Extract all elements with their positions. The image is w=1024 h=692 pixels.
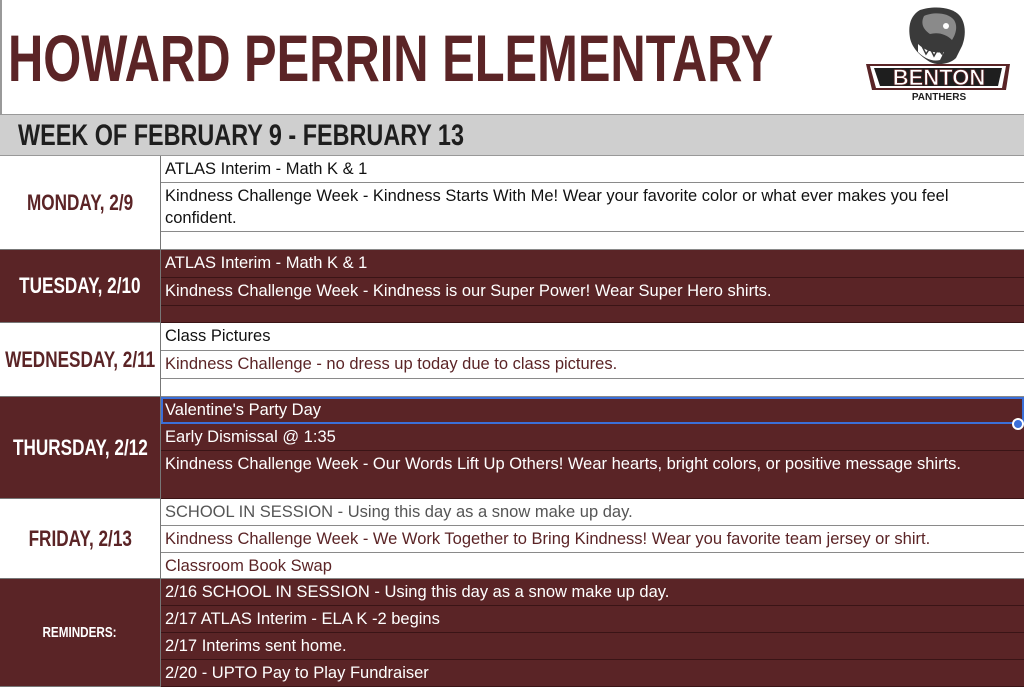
- table-cell[interactable]: 2/16 SCHOOL IN SESSION - Using this day as a snow make up day.: [161, 579, 1024, 606]
- reminders-label-text: REMINDERS:: [42, 624, 118, 641]
- table-cell[interactable]: 2/20 - UPTO Pay to Play Fundraiser: [161, 660, 1024, 687]
- table-cell[interactable]: [161, 379, 1024, 397]
- reminders-label[interactable]: [0, 579, 161, 687]
- table-cell[interactable]: [161, 306, 1024, 323]
- day-wednesday: [0, 323, 1024, 397]
- day-friday: [0, 499, 1024, 579]
- day-label[interactable]: [0, 397, 161, 499]
- table-cell[interactable]: Classroom Book Swap: [161, 553, 1024, 579]
- day-label[interactable]: [0, 323, 161, 397]
- day-label-text: WEDNESDAY, 2/11: [4, 346, 156, 372]
- day-label-text: THURSDAY, 2/12: [12, 434, 148, 460]
- logo-text: BENTON: [892, 65, 986, 90]
- day-label-text: MONDAY, 2/9: [26, 189, 134, 215]
- selected-cell[interactable]: Valentine's Party Day: [161, 397, 1024, 424]
- page-title: HOWARD PERRIN ELEMENTARY: [8, 21, 774, 95]
- table-cell[interactable]: 2/17 ATLAS Interim - ELA K -2 begins: [161, 606, 1024, 633]
- day-monday: [0, 156, 1024, 250]
- table-cell[interactable]: Early Dismissal @ 1:35: [161, 424, 1024, 451]
- day-thursday: [0, 397, 1024, 499]
- table-cell[interactable]: 2/17 Interims sent home.: [161, 633, 1024, 660]
- week-title: WEEK OF FEBRUARY 9 - FEBRUARY 13: [18, 119, 464, 152]
- day-label[interactable]: [0, 156, 161, 250]
- table-cell[interactable]: Kindness Challenge Week - Kindness is our Super Power! Wear Super Hero shirts.: [161, 278, 1024, 306]
- table-cell[interactable]: Kindness Challenge Week - Kindness Starts With Me! Wear your favorite color or what ever makes you feel confident.: [161, 183, 1024, 232]
- table-cell[interactable]: Kindness Challenge - no dress up today due to class pictures.: [161, 351, 1024, 379]
- logo-subtext: PANTHERS: [911, 92, 967, 103]
- table-cell[interactable]: ATLAS Interim - Math K & 1: [161, 250, 1024, 278]
- day-label[interactable]: [0, 499, 161, 579]
- panther-logo-icon: [860, 4, 1016, 104]
- header: [0, 0, 1024, 114]
- table-cell[interactable]: Kindness Challenge Week - Our Words Lift Up Others! Wear hearts, bright colors, or positive message shirts.: [161, 451, 1024, 499]
- table-cell[interactable]: [161, 232, 1024, 250]
- day-label-text: TUESDAY, 2/10: [19, 273, 141, 298]
- reminders-section: [0, 579, 1024, 687]
- table-cell[interactable]: ATLAS Interim - Math K & 1: [161, 156, 1024, 183]
- day-label-text: FRIDAY, 2/13: [28, 525, 132, 551]
- day-tuesday: [0, 250, 1024, 323]
- table-cell[interactable]: SCHOOL IN SESSION - Using this day as a snow make up day.: [161, 499, 1024, 526]
- table-cell[interactable]: Kindness Challenge Week - We Work Together to Bring Kindness! Wear you favorite team jersey or shirt.: [161, 526, 1024, 553]
- week-header[interactable]: [0, 114, 1024, 156]
- day-label[interactable]: [0, 250, 161, 323]
- selection-resize-handle[interactable]: [1012, 418, 1024, 430]
- table-cell[interactable]: Class Pictures: [161, 323, 1024, 351]
